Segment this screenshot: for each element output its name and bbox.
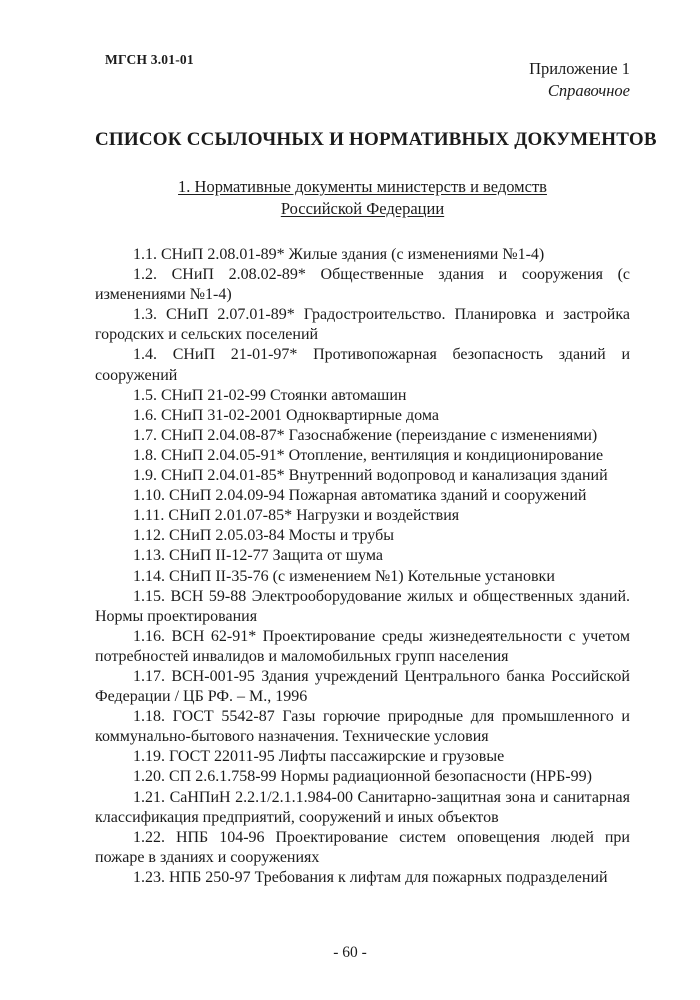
- list-item: 1.22. НПБ 104-96 Проектирование систем оповещения людей при пожаре в зданиях и сооружениях: [95, 828, 630, 866]
- list-item: 1.20. СП 2.6.1.758-99 Нормы радиационной безопасности (НРБ-99): [133, 768, 592, 786]
- list-item: 1.11. СНиП 2.01.07-85* Нагрузки и воздействия: [133, 507, 460, 525]
- list-item: 1.4. СНиП 21-01-97* Противопожарная безопасность зданий и сооружений: [95, 346, 630, 384]
- list-item: 1.12. СНиП 2.05.03-84 Мосты и трубы: [133, 527, 394, 545]
- normative-documents-list: [95, 245, 630, 888]
- list-item: 1.16. ВСН 62-91* Проектирование среды жизнедеятельности с учетом потребностей инвалидов и маломобильных групп населения: [95, 627, 630, 665]
- list-item: 1.10. СНиП 2.04.09-94 Пожарная автоматика зданий и сооружений: [133, 487, 587, 505]
- annex-note: Справочное: [547, 81, 630, 100]
- list-item: 1.18. ГОСТ 5542-87 Газы горючие природные для промышленного и коммунально-бытового назначения. Технические условия: [95, 708, 630, 746]
- page-number: - 60 -: [333, 944, 367, 961]
- list-item: 1.2. СНиП 2.08.02-89* Общественные здания и сооружения (с изменениями №1-4): [95, 266, 630, 304]
- page-header: [95, 52, 630, 102]
- annex-label: Приложение 1: [529, 59, 630, 78]
- section-heading: [95, 176, 630, 220]
- list-item: 1.15. ВСН 59-88 Электрооборудование жилых и общественных зданий. Нормы проектирования: [95, 587, 630, 625]
- list-item: 1.5. СНиП 21-02-99 Стоянки автомашин: [133, 386, 407, 404]
- list-item: 1.8. СНиП 2.04.05-91* Отопление, вентиляция и кондиционирование: [133, 446, 604, 464]
- list-item: 1.6. СНиП 31-02-2001 Одноквартирные дома: [133, 406, 439, 424]
- list-item: 1.1. СНиП 2.08.01-89* Жилые здания (с изменениями №1-4): [133, 246, 545, 263]
- list-item: 1.3. СНиП 2.07.01-89* Градостроительство. Планировка и застройка городских и сельских поселений: [95, 306, 630, 344]
- section-heading-text-2: Российской Федерации: [280, 199, 445, 218]
- section-heading-line-2: [95, 198, 630, 220]
- list-item: 1.19. ГОСТ 22011-95 Лифты пассажирские и грузовые: [133, 748, 505, 766]
- list-item: 1.21. СаНПиН 2.2.1/2.1.1.984-00 Санитарно-защитная зона и санитарная классификация предприятий, сооружений и иных объектов: [95, 788, 630, 826]
- list-item: 1.9. СНиП 2.04.01-85* Внутренний водопровод и канализация зданий: [133, 467, 608, 485]
- list-item: 1.7. СНиП 2.04.08-87* Газоснабжение (переиздание с изменениями): [133, 426, 598, 444]
- document-code: МГСН 3.01-01: [105, 52, 194, 67]
- list-item: 1.13. СНиП II-12-77 Защита от шума: [133, 547, 383, 565]
- annex-block: [529, 58, 630, 102]
- list-item: 1.14. СНиП II-35-76 (с изменением №1) Котельные установки: [133, 567, 555, 585]
- section-heading-text-1: 1. Нормативные документы министерств и ведомств: [178, 177, 547, 196]
- page-title: СПИСОК ССЫЛОЧНЫХ И НОРМАТИВНЫХ ДОКУМЕНТОВ: [95, 129, 657, 150]
- list-item: 1.17. ВСН-001-95 Здания учреждений Центрального банка Российской Федерации / ЦБ РФ. – М., 1996: [95, 667, 630, 706]
- section-heading-line-1: [95, 176, 630, 198]
- list-item: 1.23. НПБ 250-97 Требования к лифтам для пожарных подразделений: [133, 868, 608, 886]
